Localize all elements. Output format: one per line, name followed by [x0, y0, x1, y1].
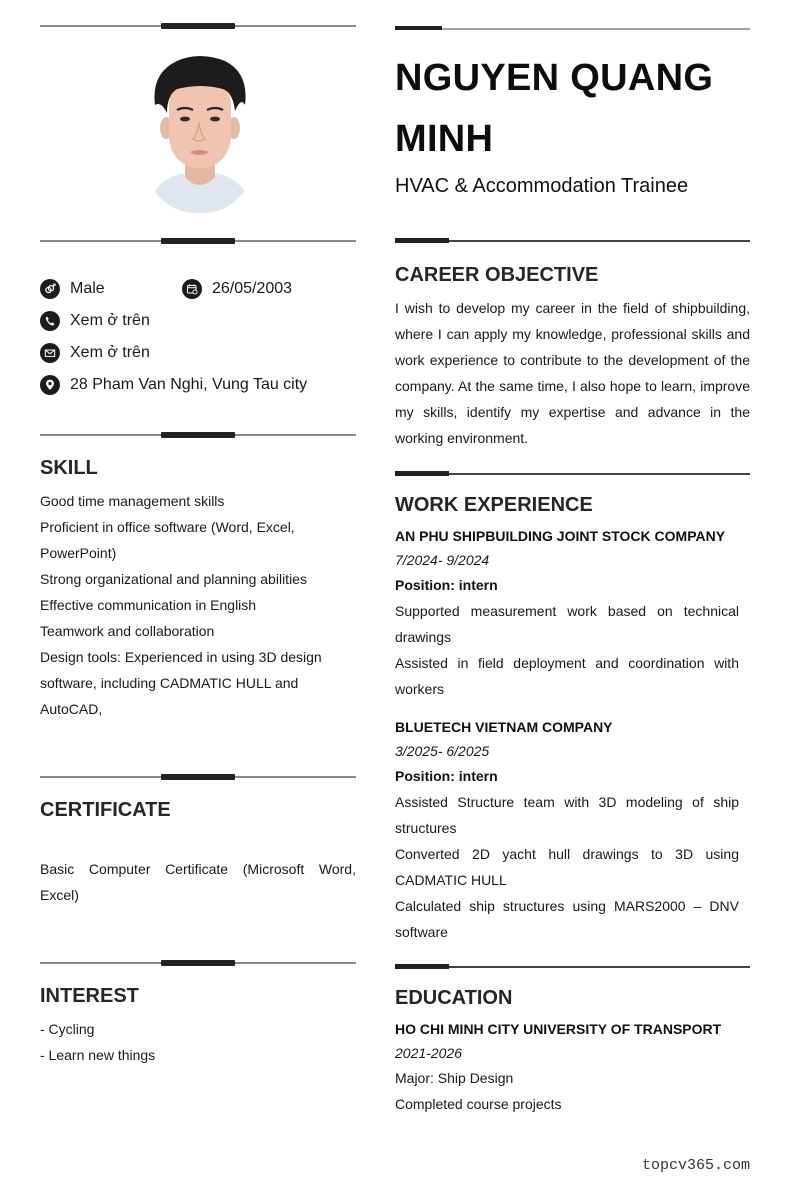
job-entry	[395, 715, 739, 945]
education-line: Completed course projects	[395, 1096, 562, 1112]
contact-address	[40, 374, 307, 396]
objective-line: where I can apply my knowledge, professional skills and	[395, 326, 750, 342]
job-position: Position: intern	[395, 577, 498, 593]
divider-top-right	[395, 26, 750, 32]
objective-line: my skills, identify my expertise and advance in the	[395, 404, 750, 420]
objective-line: I wish to develop my career in the field of shipbuilding,	[395, 300, 750, 316]
contact-phone	[40, 310, 150, 332]
job-position: Position: intern	[395, 768, 498, 784]
contact-email	[40, 342, 150, 364]
skill-line: software, including CADMATIC HULL and	[40, 675, 299, 691]
full-name-line2: MINH	[395, 118, 494, 160]
education-school: HO CHI MINH CITY UNIVERSITY OF TRANSPORT	[395, 1021, 722, 1037]
full-name	[395, 48, 750, 170]
gender-value: Male	[70, 280, 105, 297]
certificate-list	[40, 856, 356, 908]
job-period: 3/2025- 6/2025	[395, 743, 490, 759]
education-line: Major: Ship Design	[395, 1070, 514, 1086]
job-duty-line: Assisted Structure team with 3D modeling of ship	[395, 794, 739, 810]
skill-heading: SKILL	[40, 457, 98, 479]
certificate-heading: CERTIFICATE	[40, 799, 171, 821]
job-duty-line: structures	[395, 820, 457, 836]
calendar-icon	[182, 279, 202, 299]
interest-heading: INTEREST	[40, 985, 139, 1007]
phone-icon	[40, 311, 60, 331]
skill-list	[40, 488, 356, 722]
skill-line: Proficient in office software (Word, Excel,	[40, 519, 295, 535]
email-value: Xem ở trên	[70, 344, 150, 361]
objective-line: working environment.	[395, 430, 529, 446]
phone-value: Xem ở trên	[70, 312, 150, 329]
skill-line: PowerPoint)	[40, 545, 117, 561]
divider-work	[395, 471, 750, 477]
divider-education	[395, 964, 750, 970]
divider-certificate	[40, 773, 356, 781]
divider-after-avatar	[40, 237, 356, 245]
skill-line: Teamwork and collaboration	[40, 623, 215, 639]
job-duty-line: Calculated ship structures using MARS2000 – DNV	[395, 898, 739, 914]
address-value: 28 Pham Van Nghi, Vung Tau city	[70, 376, 308, 393]
email-icon	[40, 343, 60, 363]
divider-interest	[40, 959, 356, 967]
job-title: HVAC & Accommodation Trainee	[395, 175, 689, 197]
avatar-photo	[137, 53, 262, 213]
watermark: topcv365.com	[641, 1157, 750, 1174]
avatar	[137, 53, 262, 213]
divider-skill	[40, 431, 356, 439]
job-company: BLUETECH VIETNAM COMPANY	[395, 719, 613, 735]
interest-item: - Cycling	[40, 1021, 95, 1037]
job-duty-line: software	[395, 924, 448, 940]
job-duty-line: Supported measurement work based on technical	[395, 603, 739, 619]
job-company: AN PHU SHIPBUILDING JOINT STOCK COMPANY	[395, 528, 726, 544]
education-heading: EDUCATION	[395, 987, 513, 1009]
skill-line: Good time management skills	[40, 493, 225, 509]
job-duty-line: workers	[395, 681, 445, 697]
career-objective-text	[395, 295, 750, 451]
objective-line: company. At the same time, I also hope to learn, improve	[395, 378, 750, 394]
full-name-line1: NGUYEN QUANG	[395, 57, 714, 99]
job-duty-line: drawings	[395, 629, 452, 645]
birthday-value: 26/05/2003	[212, 280, 293, 297]
career-objective-heading: CAREER OBJECTIVE	[395, 264, 599, 286]
objective-line: work experience to contribute to the development of the	[395, 352, 750, 368]
job-duty-line: Converted 2D yacht hull drawings to 3D using	[395, 846, 739, 862]
divider-top-left	[40, 22, 356, 30]
job-entry	[395, 524, 739, 702]
certificate-line: Basic Computer Certificate (Microsoft Word,	[40, 861, 356, 877]
skill-line: Strong organizational and planning abilities	[40, 571, 307, 587]
divider-career	[395, 238, 750, 244]
education-entry	[395, 1017, 750, 1117]
job-duty-line: CADMATIC HULL	[395, 872, 507, 888]
certificate-line: Excel)	[40, 887, 79, 903]
education-period: 2021-2026	[395, 1045, 462, 1061]
interest-list	[40, 1016, 356, 1068]
job-period: 7/2024- 9/2024	[395, 552, 490, 568]
work-experience-heading: WORK EXPERIENCE	[395, 494, 593, 516]
job-duty-line: Assisted in field deployment and coordination with	[395, 655, 739, 671]
interest-item: - Learn new things	[40, 1047, 156, 1063]
location-pin-icon	[40, 375, 60, 395]
contact-birthday	[182, 278, 292, 300]
gender-icon	[40, 279, 60, 299]
skill-line: Design tools: Experienced in using 3D design	[40, 649, 322, 665]
skill-line: Effective communication in English	[40, 597, 257, 613]
contact-gender	[40, 278, 105, 300]
skill-line: AutoCAD,	[40, 701, 103, 717]
